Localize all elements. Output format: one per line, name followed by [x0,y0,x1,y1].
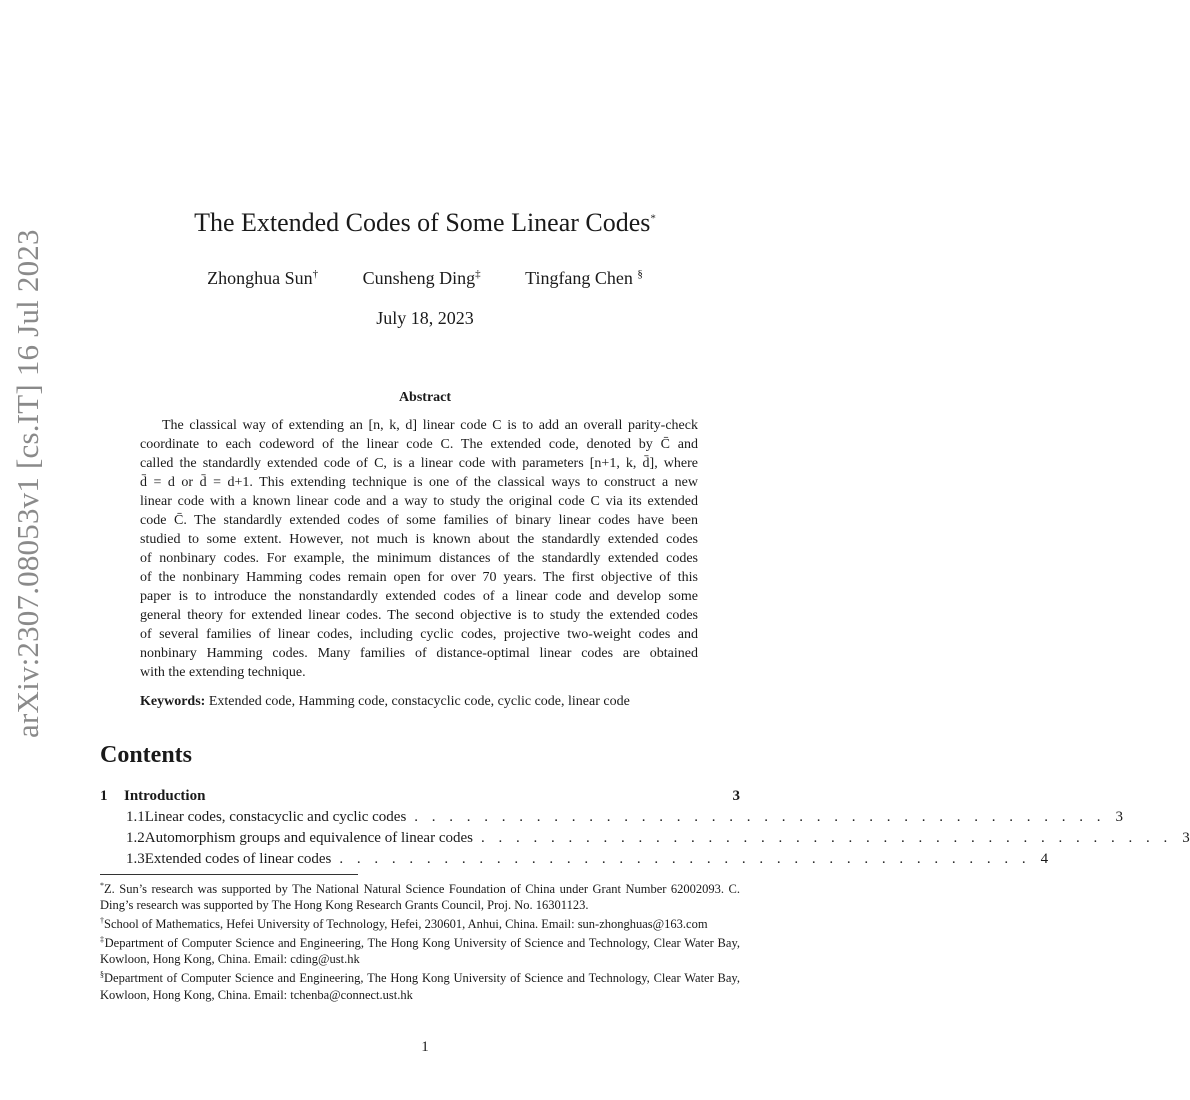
abstract-line: called the standardly extended code of C, is a linear code with parameters [n+1, k, d̄], where [140,456,698,471]
author-footnote-mark: ‡ [475,268,481,280]
footnote-text: School of Mathematics, Hefei University of Technology, Hefei, 230601, Anhui, China. Email: sun-zhonghuas@163.com [104,917,708,932]
author-list [0,268,850,289]
toc-entry-page: 3 [1115,809,1124,825]
footnote-text: Department of Computer Science and Engineering, The Hong Kong University of Science and Technology, Clear Water Bay, Kowloon, Hong Kong, China. Email: tchenba@connect.ust.hk [100,971,740,1002]
abstract-line: d̄ = d or d̄ = d+1. This extending technique is one of the classical ways to construct a new [140,475,698,490]
footnote-text: Z. Sun’s research was supported by The National Natural Science Foundation of China under Grant Number 62002093. C. Ding’s research was supported by The Hong Kong Research Grants Council, Proj. No. 16301123. [100,882,740,913]
footnotes [100,878,740,1003]
toc-leader-dots: . . . . . . . . . . . . . . . . . . . . . . . . . . . . . . . . . . . . . . . . [481,830,1173,846]
paper-date: July 18, 2023 [376,308,474,328]
toc-entry-extended-codes[interactable] [100,851,1049,872]
keywords-label: Keywords: [140,694,206,709]
author-name: Zhonghua Sun [207,268,313,288]
toc-entry-title: Linear codes, constacyclic and cyclic codes [144,809,407,825]
toc-entry-number: 1.1 [126,809,145,825]
abstract-line: nonbinary Hamming codes. Many families of distance-optimal linear codes are obtained [140,646,698,661]
author [525,268,643,289]
abstract-line: of the nonbinary Hamming codes remain open for over 70 years. The first objective of this [140,570,698,585]
abstract-line: linear code with a known linear code and a way to study the original code C via its extended [140,494,698,509]
table-of-contents [100,788,1190,872]
toc-entry-page: 4 [1040,851,1049,867]
toc-entry-number: 1.3 [126,851,145,867]
toc-entry-page: 3 [732,788,740,804]
footnote-funding [100,878,740,913]
footnote-mark: § [100,970,104,980]
abstract-line: paper is to introduce the nonstandardly extended codes of a linear code and develop some [140,589,698,604]
title-footnote-mark: * [650,212,656,225]
abstract-line: of nonbinary codes. For example, the minimum distances of the standardly extended codes [140,551,698,566]
footnote-mark: ‡ [100,935,105,945]
abstract-line: with the extending technique. [140,665,306,680]
keywords-text: Extended code, Hamming code, constacyclic code, cyclic code, linear code [208,694,630,709]
toc-leader-dots: . . . . . . . . . . . . . . . . . . . . . . . . . . . . . . . . . . . . . . . . [339,851,1031,867]
toc-entry-title: Automorphism groups and equivalence of linear codes [144,830,473,846]
toc-leader-dots: . . . . . . . . . . . . . . . . . . . . . . . . . . . . . . . . . . . . . . . . [414,809,1106,825]
footnote-text: Department of Computer Science and Engineering, The Hong Kong University of Science and Technology, Clear Water Bay, Kowloon, Hong Kong, China. Email: cding@ust.hk [100,936,741,967]
footnote-mark: † [100,916,104,926]
contents-heading: Contents [100,742,193,768]
abstract-line: of several families of linear codes, including cyclic codes, projective two-weight codes and [140,627,698,642]
paper-title [0,208,850,238]
author-footnote-mark: § [637,268,643,280]
author [363,268,481,289]
abstract-line: The classical way of extending an [n, k, d] linear code C is to add an overall parity-check [162,418,698,433]
footnote-affiliation-chen [100,967,740,1002]
abstract-line: code C̄. The standardly extended codes of some families of binary linear codes have been [140,513,698,528]
author-name: Cunsheng Ding [362,268,476,288]
footnote-mark: * [100,881,104,890]
toc-entry-automorphism-groups[interactable] [100,830,1190,851]
abstract-line: coordinate to each codeword of the linear code C. The extended code, denoted by C̄ and [140,437,698,452]
toc-entry-linear-codes[interactable] [100,809,1124,830]
toc-entry-number: 1 [100,788,108,804]
page-number: 1 [421,1039,429,1055]
footnote-divider [100,874,358,875]
author [207,268,318,289]
toc-entry-introduction[interactable] [100,788,740,809]
abstract-heading: Abstract [398,390,452,405]
toc-entry-page: 3 [1182,830,1190,846]
abstract-line: general theory for extended linear codes. The second objective is to study the extended codes [140,608,698,623]
arxiv-identifier: arXiv:2307.08053v1 [cs.IT] 16 Jul 2023 [10,229,45,738]
toc-entry-number: 1.2 [126,830,145,846]
toc-entry-title: Extended codes of linear codes [144,851,332,867]
keywords [140,694,700,710]
author-footnote-mark: † [312,268,319,280]
paper-title-text: The Extended Codes of Some Linear Codes [194,208,651,237]
footnote-affiliation-sun [100,913,740,932]
abstract-line: studied to some extent. However, not much is known about the standardly extended codes [140,532,698,547]
author-name: Tingfang Chen [525,268,633,288]
toc-entry-title: Introduction [124,788,206,804]
abstract-body [140,416,698,682]
footnote-affiliation-ding [100,932,740,967]
